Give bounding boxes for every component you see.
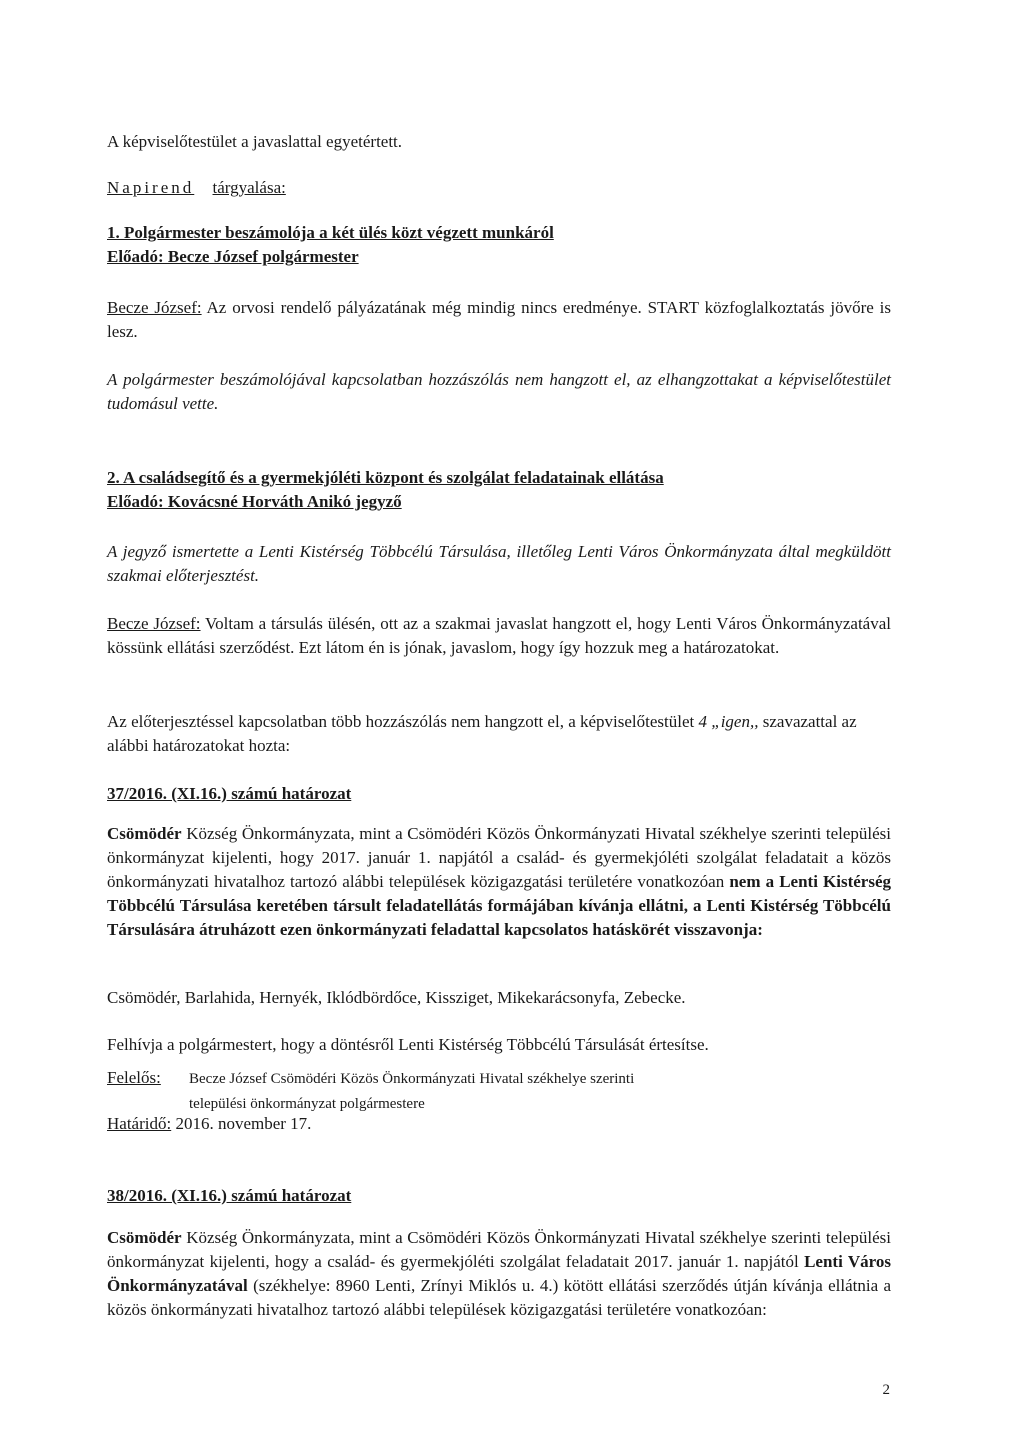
item1-speaker: Becze József: — [107, 298, 202, 317]
resolution37-body — [107, 822, 891, 942]
item2-presenter: Előadó: Kovácsné Horváth Anikó jegyző — [107, 492, 402, 511]
resolution37-bold-text: nem a Lenti Kistérség Többcélú Társulása keretében társult feladatellátás formájában kívánja ellátni, a Lenti Kistérség Többcélú Társulására átruházott ezen önkormányzati feladattal kapcsolatos hatáskörét visszavonja: — [107, 872, 892, 939]
agenda-heading-rest: tárgyalása: — [212, 178, 286, 197]
agenda-heading-word: Napirend — [107, 178, 195, 197]
resolution38-text-a: Község Önkormányzata, mint a Csömödéri Közös Önkormányzati Hivatal székhelye szerinti települési önkormányzat kijelenti, hogy a család- és gyermekjóléti szolgálat feladatait 2017. január 1. napjától — [107, 1228, 891, 1271]
responsible-line2: települési önkormányzat polgármestere — [189, 1096, 425, 1112]
page-number: 2 — [882, 1382, 890, 1398]
item2-note: A jegyző ismertette a Lenti Kistérség Többcélú Társulása, illetőleg Lenti Város Önkormányzata által megküldött szakmai előterjesztést. — [107, 542, 891, 585]
deadline-value: 2016. november 17. — [175, 1114, 312, 1133]
resolution38-body — [107, 1226, 891, 1322]
responsible-label: Felelős: — [107, 1068, 161, 1087]
resolution37-call: Felhívja a polgármestert, hogy a döntésről Lenti Kistérség Többcélú Társulását értesítse. — [107, 1035, 709, 1054]
intro-statement: A képviselőtestület a javaslattal egyetértett. — [107, 132, 403, 151]
item2-title: 2. A családsegítő és a gyermekjóléti központ és szolgálat feladatainak ellátása — [107, 468, 664, 487]
item2-speech — [107, 612, 891, 660]
resolution37-deadline — [107, 1112, 891, 1136]
item2-speaker: Becze József: — [107, 614, 201, 633]
item2-vote-tail: szavazattal az alábbi határozatokat hozta: — [107, 712, 857, 755]
item1-speech-text: Az orvosi rendelő pályázatának még mindig nincs eredménye. START közfoglalkoztatás jövőre is lesz. — [107, 298, 892, 341]
resolution37-responsible — [107, 1066, 891, 1116]
item1-title: 1. Polgármester beszámolója a két ülés közt végzett munkáról — [107, 223, 554, 242]
responsible-line1: Becze József Csömödéri Közös Önkormányzati Hivatal székhelye szerinti — [189, 1071, 635, 1087]
agenda-heading — [107, 176, 891, 200]
resolution38-text-b: (székhelye: 8960 Lenti, Zrínyi Miklós u. 4.) kötött ellátási szerződés útján kívánja ellátnia a közös önkormányzati hivatalhoz tartozó alábbi települések közigazgatási területére vonatkozóan: — [107, 1276, 892, 1319]
item2-vote-text: Az előterjesztéssel kapcsolatban több hozzászólás nem hangzott el, a képviselőtestület — [107, 712, 695, 731]
resolution37-number: 37/2016. (XI.16.) számú határozat — [107, 784, 352, 803]
resolution38-subject: Csömödér — [107, 1228, 182, 1247]
resolution37-text: Község Önkormányzata, mint a Csömödéri Közös Önkormányzati Hivatal székhelye szerinti települési önkormányzat kijelenti, hogy 2017. január 1. napjától a család- és gyermekjóléti szolgálat feladatait a közös önkormányzati hivatalhoz tartozó alábbi települések közigazgatási területére vonatkozóan — [107, 824, 891, 891]
resolution38-bold-text: Lenti Város Önkormányzatával — [107, 1252, 892, 1295]
item1-note: A polgármester beszámolójával kapcsolatban hozzászólás nem hangzott el, az elhangzottakat a képviselőtestület tudomásul vette. — [107, 370, 891, 413]
item2-speech-text: Voltam a társulás ülésén, ott az a szakmai javaslat hangzott el, hogy Lenti Város Önkormányzatával kössünk ellátási szerződést. Ezt látom én is jónak, javaslom, hogy így hozzuk meg a határozatokat. — [107, 614, 891, 657]
item1-presenter: Előadó: Becze József polgármester — [107, 247, 359, 266]
resolution38-number: 38/2016. (XI.16.) számú határozat — [107, 1186, 352, 1205]
item2-vote-count: 4 „igen,, — [698, 712, 759, 731]
item1-speech — [107, 296, 891, 344]
deadline-label: Határidő: — [107, 1114, 172, 1133]
resolution37-settlements: Csömödér, Barlahida, Hernyék, Iklódbördőce, Kissziget, Mikekarácsonyfa, Zebecke. — [107, 988, 686, 1007]
resolution37-subject: Csömödér — [107, 824, 182, 843]
item2-vote — [107, 710, 891, 758]
